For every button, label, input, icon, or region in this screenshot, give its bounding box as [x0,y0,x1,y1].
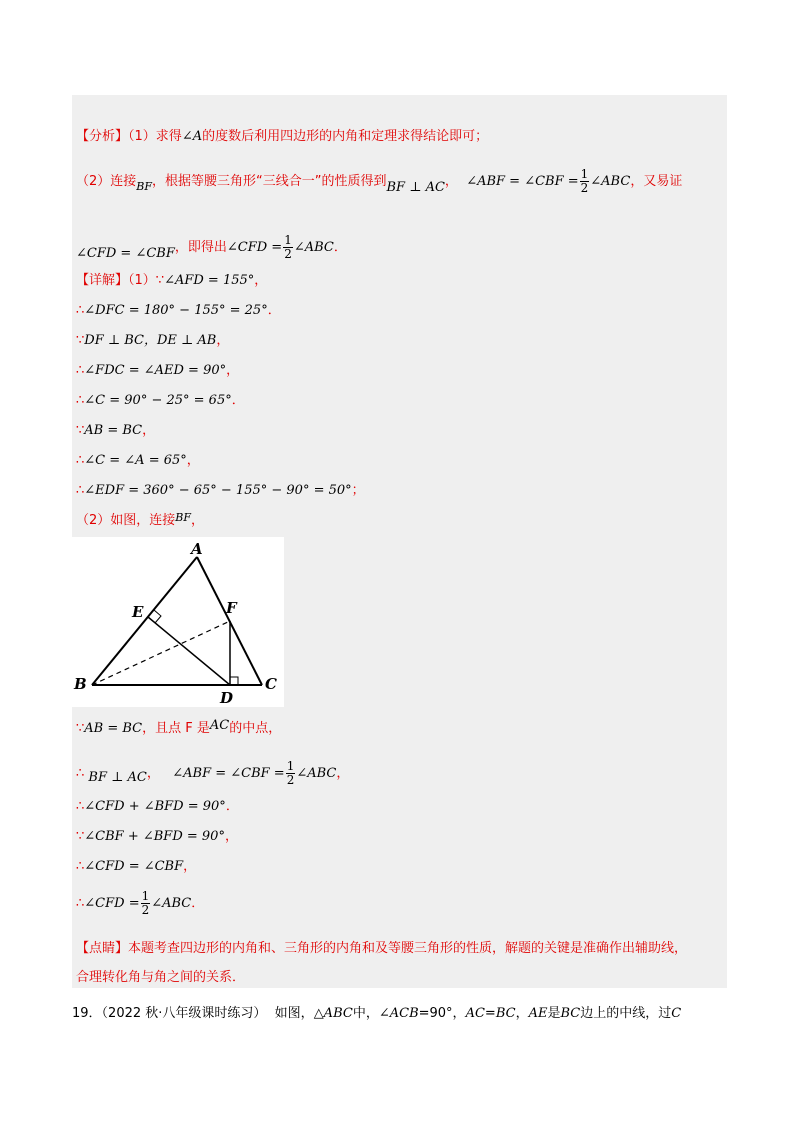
detail-line-7 [76,452,200,470]
detail-line-5 [76,392,245,410]
math: ∠CFD = [226,240,283,255]
label-B: B [74,675,87,693]
detail2-line-5 [76,858,196,876]
text: ，且点 F 是 [142,721,210,736]
text: ， [254,273,268,288]
detail-line-2 [76,302,281,320]
math: BF [175,511,191,524]
text: ， [186,453,200,468]
text: ， [226,363,240,378]
fraction [283,234,293,261]
analysis-line-1 [76,128,488,146]
math: ∠CFD = ∠CBF [76,246,175,261]
label-C: C [265,675,277,693]
math: ∠CFD = ∠CBF [84,859,184,874]
comment-line-1 [76,940,687,958]
math: △ABC [313,1006,353,1021]
math: C [671,1006,682,1021]
question-number: 19． [72,1006,102,1021]
text: ，即得出 [174,240,227,255]
text: ， [183,859,197,874]
analysis-line-2 [76,168,682,195]
analysis-line-3 [76,234,347,261]
fraction-num: 1 [580,167,589,181]
detail2-line-4 [76,828,238,846]
math: ∠ABC [296,766,337,781]
text: 的度数后利用四边形的内角和定理求得结论即可； [202,129,489,144]
math: AB = BC [84,721,143,736]
text: 求得 [155,129,182,144]
therefore-symbol: ∴ [76,453,85,468]
detail-line-8 [76,482,365,500]
text: ，根据等腰三角形“三线合一”的性质得到 [152,174,387,189]
math: ∠AFD = 155° [164,273,255,288]
text: ． [225,799,239,814]
segment-BF-dashed [92,621,230,685]
fraction-den: 2 [580,181,589,195]
text: ． [231,393,245,408]
detail-tag: 【详解】 [76,273,129,288]
detail2-line-1 [76,720,281,738]
because-symbol: ∵ [76,333,85,348]
question-source: （2022 秋·八年级课时练习） [101,1006,267,1021]
math: ∠CFD + ∠BFD = 90° [84,799,226,814]
therefore-symbol: ∴ [76,896,85,911]
detail-line-4 [76,362,239,380]
text: ， [515,1006,529,1021]
detail-line-1 [76,272,267,290]
fraction [286,760,296,787]
fraction-den: 2 [284,247,292,261]
right-angle-D [230,677,238,685]
text: ， [444,174,458,189]
math: ∠ACB [378,1006,419,1021]
because-symbol: ∵ [76,829,85,844]
math: ∠ABC [293,240,334,255]
math: ∠ABF = ∠CBF = [466,174,579,189]
analysis-tag: 【分析】 [76,129,129,144]
label-F: F [226,599,237,617]
therefore-symbol: ∴ [76,799,85,814]
text: 中， [352,1006,379,1021]
text: ， [336,766,350,781]
therefore-symbol: ∴ [76,303,85,318]
label-A: A [191,540,203,558]
text: 连接 [110,174,137,189]
detail2-line-2 [76,760,349,787]
math: AE [528,1006,548,1021]
part-number: （1） [128,273,156,288]
math: ∠ABC [590,174,631,189]
fraction-num: 1 [141,889,150,903]
text: =90°， [418,1006,466,1021]
math: ∠EDF = 360° − 65° − 155° − 90° = 50° [84,483,352,498]
math: ∠C = 90° − 25° = 65° [84,393,232,408]
text: ， [224,829,238,844]
therefore-symbol: ∴ [76,363,85,378]
text: ， [146,766,160,781]
text: ． [191,896,205,911]
math: BC [560,1006,581,1021]
text: 的中点， [229,721,282,736]
text: 本题考查四边形的内角和、三角形的内角和及等腰三角形的性质，解题的关键是准确作出辅助线， [128,941,688,956]
right-angle-E [154,610,161,623]
math: DF ⊥ BC，DE ⊥ AB [84,333,217,348]
triangle-diagram [72,537,284,707]
fraction [141,890,151,917]
math: BF [136,180,153,193]
text: ； [351,483,365,498]
therefore-symbol: ∴ [76,859,85,874]
question-19 [72,1002,681,1021]
because-symbol: ∵ [76,423,85,438]
text: 合理转化角与角之间的关系． [76,970,246,985]
fraction [580,168,590,195]
math: ∠A [181,129,203,144]
because-symbol: ∵ [76,721,85,736]
detail-part2-heading [76,512,204,530]
because-symbol: ∵ [155,273,165,288]
math: BC [495,1006,516,1021]
math: AB = BC [84,423,143,438]
therefore-symbol: ∴ [76,393,85,408]
text: （2）如图，连接 [76,513,176,528]
text: ， [191,513,205,528]
math: ∠CBF + ∠BFD = 90° [84,829,225,844]
math: ∠C = ∠A = 65° [84,453,187,468]
text: = [484,1006,496,1021]
text: ． [267,303,281,318]
label-D: D [220,689,234,707]
fraction-den: 2 [286,773,295,787]
part-number: （2） [76,174,111,189]
text: 边上的中线，过 [580,1006,672,1021]
fraction-den: 2 [141,903,150,917]
math: AC [209,718,230,733]
part-number: （1） [128,129,156,144]
math: ∠DFC = 180° − 155° = 25° [84,303,268,318]
text: ， [216,333,230,348]
therefore-symbol: ∴ [76,483,85,498]
comment-line-2 [76,969,245,987]
fraction-num: 1 [286,759,295,773]
math: AC [465,1006,485,1021]
text: ，又易证 [630,174,683,189]
therefore-symbol: ∴ [76,766,85,781]
text: 是 [547,1006,561,1021]
text: ， [142,423,156,438]
geometry-figure [72,537,284,707]
math: ∠FDC = ∠AED = 90° [84,363,227,378]
detail-line-3 [76,332,229,350]
detail2-line-3 [76,798,239,816]
detail2-line-6 [76,890,204,917]
math: BF ⊥ AC [88,770,147,785]
text: ． [333,240,347,255]
label-E: E [132,603,144,621]
comment-tag: 【点睛】 [76,941,129,956]
math: ∠ABC [151,896,192,911]
detail-line-6 [76,422,155,440]
math: ∠CFD = [84,896,140,911]
text: 如图， [274,1006,314,1021]
math: BF ⊥ AC [386,180,445,195]
fraction-num: 1 [284,233,292,247]
side-AB [92,557,197,685]
math: ∠ABF = ∠CBF = [172,766,285,781]
